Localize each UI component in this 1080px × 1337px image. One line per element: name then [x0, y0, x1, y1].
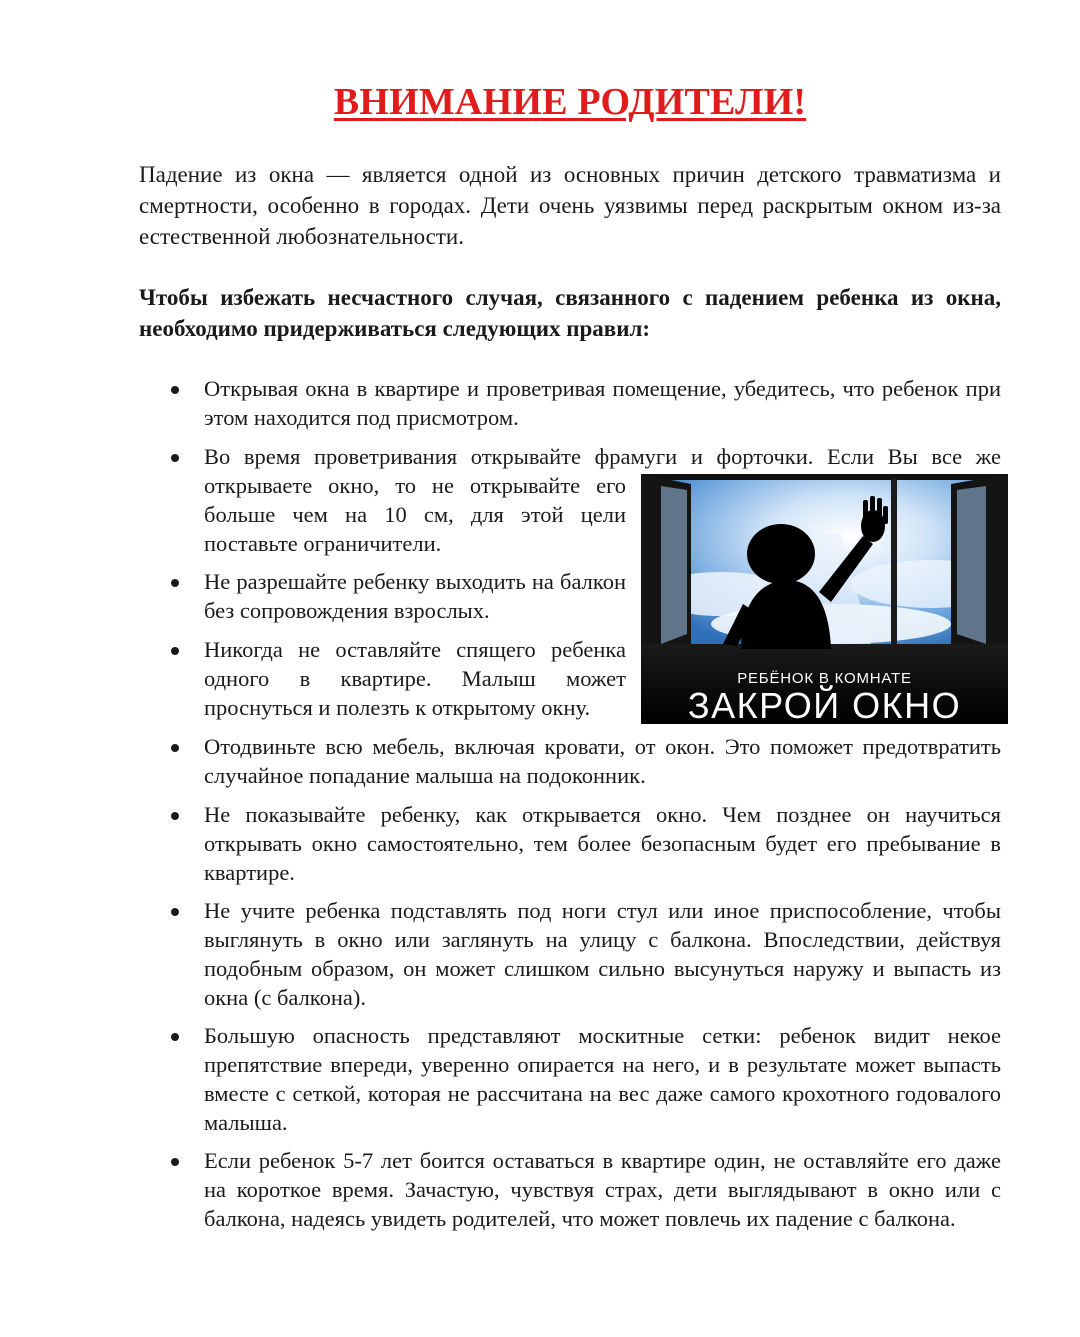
- safety-poster-image: [641, 474, 1008, 724]
- rule-item: [204, 635, 626, 722]
- rule-text: Отодвиньте всю мебель, включая кровати, от окон. Это поможет предотвратить случайное попадание малыша на подоконник.: [204, 734, 1001, 788]
- bullet-icon: [171, 812, 179, 820]
- poster-caption-small: РЕБЁНОК В КОМНАТЕ: [737, 670, 912, 687]
- rule-text: Если ребенок 5-7 лет боится оставаться в квартире один, не оставляйте его даже на короткое время. Зачастую, чувствуя страх, дети выглядывают в окно или с балкона, надеясь увидеть родителей, что может повлечь их падение с балкона.: [204, 1148, 1001, 1231]
- rule-item: [204, 732, 1001, 790]
- bullet-icon: [171, 386, 179, 394]
- rule-text: открываете окно, то не открывайте его больше чем на 10 см, для этой цели поставьте ограничители.: [204, 473, 626, 556]
- rules-lead-paragraph: Чтобы избежать несчастного случая, связанного с падением ребенка из окна, необходимо придерживаться следующих правил:: [139, 285, 1001, 341]
- rule-text: Не разрешайте ребенку выходить на балкон без сопровождения взрослых.: [204, 569, 626, 623]
- rule-item: [204, 442, 1001, 471]
- rule-item-continuation: [204, 471, 626, 558]
- rule-item: [204, 567, 626, 625]
- rule-item: [204, 800, 1001, 887]
- bullet-icon: [171, 744, 179, 752]
- rule-item: [204, 1146, 1001, 1233]
- intro-paragraph: Падение из окна — является одной из основных причин детского травматизма и смертности, особенно в городах. Дети очень уязвимы перед раскрытым окном из-за естественной любознательности.: [139, 162, 1001, 249]
- bullet-icon: [171, 1158, 179, 1166]
- rule-text: Большую опасность представляют москитные сетки: ребенок видит некое препятствие впереди, уверенно опирается на него, и в результате может выпасть вместе с сеткой, которая не рассчитана на вес даже самого крохотного годовалого малыша.: [204, 1023, 1001, 1135]
- rule-item: [204, 896, 1001, 1012]
- bullet-icon: [171, 1033, 179, 1041]
- bullet-icon: [171, 908, 179, 916]
- poster-caption-large: ЗАКРОЙ ОКНО: [687, 685, 962, 724]
- page-title: ВНИМАНИЕ РОДИТЕЛИ!: [333, 81, 807, 123]
- rule-item: [204, 1021, 1001, 1137]
- rule-item: [204, 374, 1001, 432]
- rule-text: Никогда не оставляйте спящего ребенка одного в квартире. Малыш может проснуться и полезть к открытому окну.: [204, 637, 626, 720]
- bullet-icon: [171, 647, 179, 655]
- rule-text: Во время проветривания открывайте фрамуги и форточки. Если Вы все же: [204, 444, 1001, 469]
- bullet-icon: [171, 454, 179, 462]
- rule-text: Не показывайте ребенку, как открывается окно. Чем позднее он научиться открывать окно самостоятельно, тем более безопасным будет его пребывание в квартире.: [204, 802, 1001, 885]
- rule-text: Не учите ребенка подставлять под ноги стул или иное приспособление, чтобы выглянуть в окно или заглянуть на улицу с балкона. Впоследствии, действуя подобным образом, он может слишком сильно высунуться наружу и выпасть из окна (с балкона).: [204, 898, 1001, 1010]
- rule-text: Открывая окна в квартире и проветривая помещение, убедитесь, что ребенок при этом находится под присмотром.: [204, 376, 1001, 430]
- bullet-icon: [171, 579, 179, 587]
